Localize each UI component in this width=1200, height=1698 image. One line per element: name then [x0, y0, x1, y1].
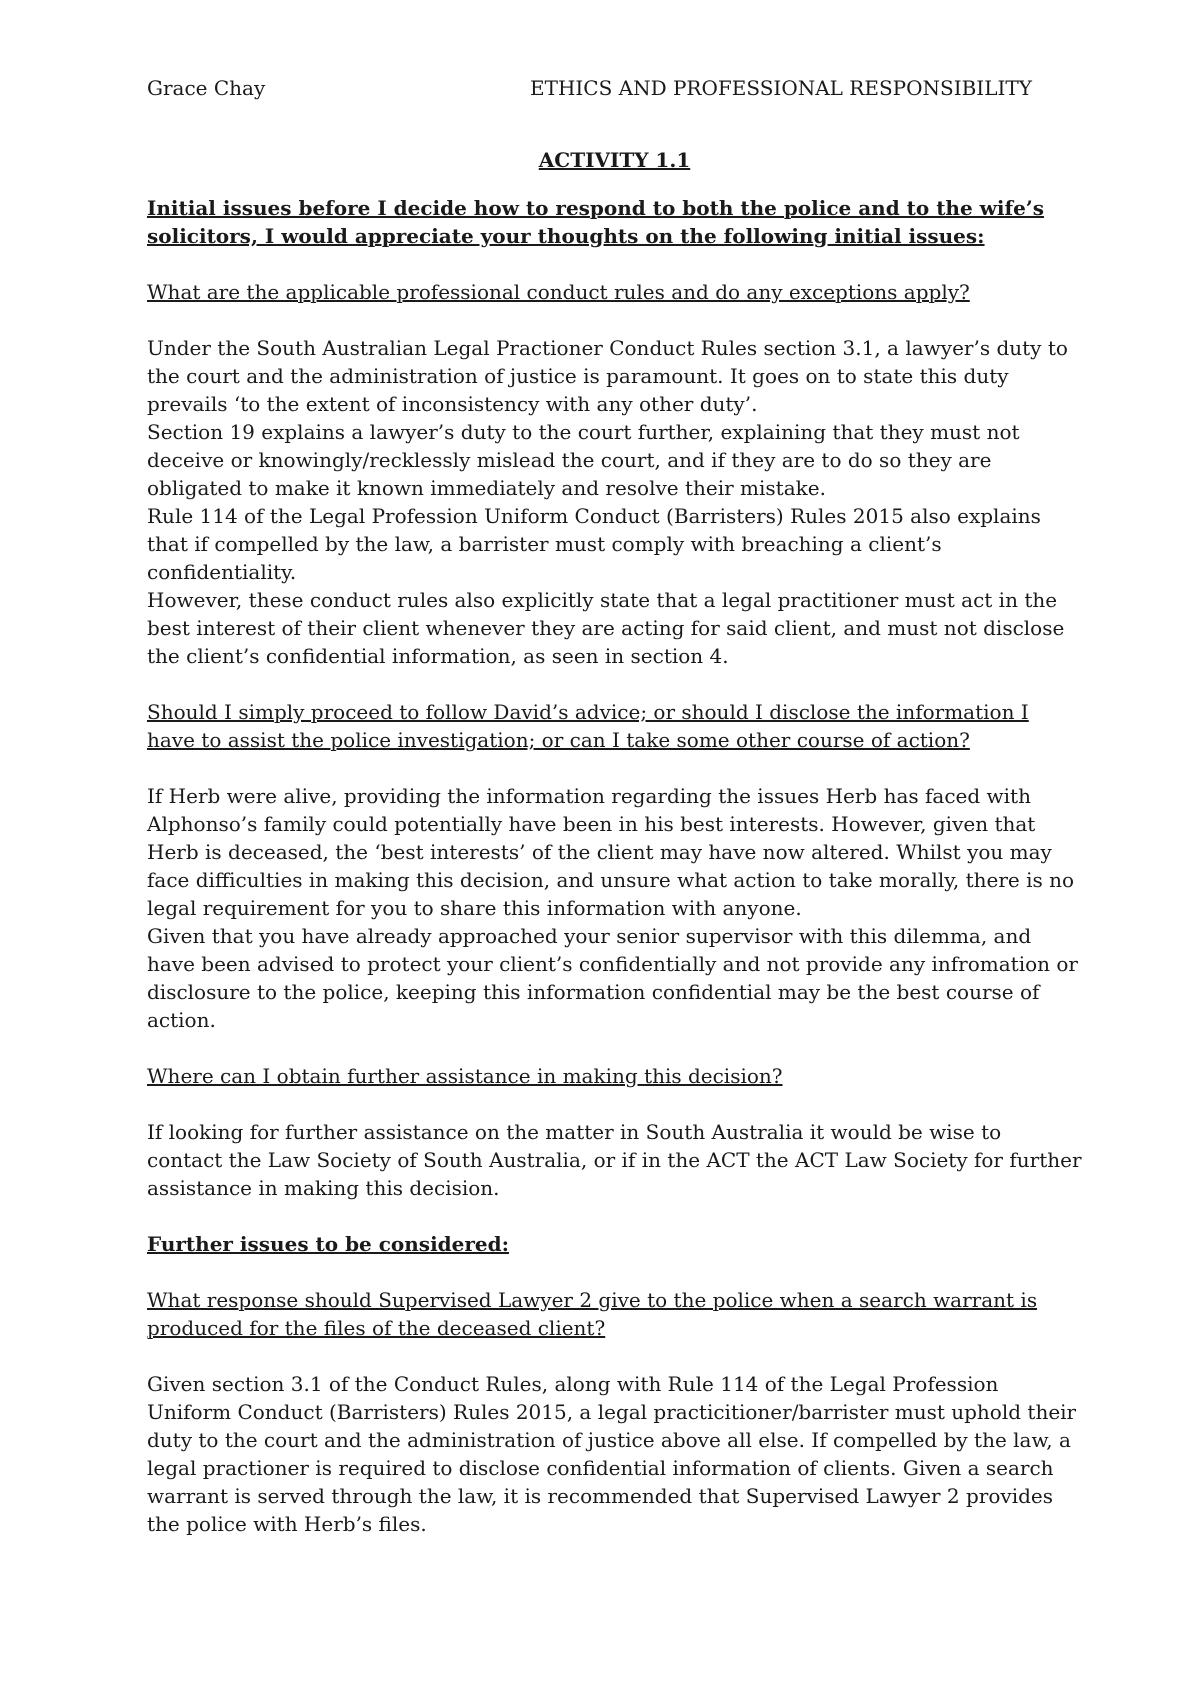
question-2: Should I simply proceed to follow David’s advice; or should I disclose the information I have to assist the police investigation; or can I take some other course of action? [147, 700, 1029, 752]
question-3: Where can I obtain further assistance in making this decision? [147, 1064, 783, 1088]
further-issues-heading: Further issues to be considered: [147, 1232, 510, 1256]
answer-1-paragraph: Section 19 explains a lawyer’s duty to the court further, explaining that they must not deceive or knowingly/recklessly mislead the court, and if they are to do so they are obligated to make it known immediately and resolve their mistake. [147, 420, 1020, 500]
answer-3-paragraph: If looking for further assistance on the matter in South Australia it would be wise to contact the Law Society of South Australia, or if in the ACT the ACT Law Society for further assistance in making this decision. [147, 1120, 1082, 1200]
answer-2-paragraph: Given that you have already approached your senior supervisor with this dilemma, and have been advised to protect your client’s confidentially and not provide any infromation or disclosure to the police, keeping this information confidential may be the best course of action. [147, 924, 1078, 1032]
document-body [147, 146, 1082, 1566]
initial-issues-heading: Initial issues before I decide how to respond to both the police and to the wife’s solicitors, I would appreciate your thoughts on the following initial issues: [147, 196, 1045, 248]
answer-1-paragraph: Under the South Australian Legal Practioner Conduct Rules section 3.1, a lawyer’s duty to the court and the administration of justice is paramount. It goes on to state this duty prevails ‘to the extent of inconsistency with any other duty’. [147, 336, 1068, 416]
answer-1-paragraph: However, these conduct rules also explicitly state that a legal practitioner must act in the best interest of their client whenever they are acting for said client, and must not disclose the client’s confidential information, as seen in section 4. [147, 588, 1065, 668]
header-course: ETHICS AND PROFESSIONAL RESPONSIBILITY [530, 76, 1032, 100]
answer-4 [147, 1370, 1082, 1538]
answer-4-paragraph: Given section 3.1 of the Conduct Rules, along with Rule 114 of the Legal Profession Uniform Conduct (Barristers) Rules 2015, a legal practicitioner/barrister must uphold their duty to the court and the administration of justice above all else. If compelled by the law, a legal practioner is required to disclose confidential information of clients. Given a search warrant is served through the law, it is recommended that Supervised Lawyer 2 provides the police with Herb’s files. [147, 1372, 1077, 1536]
header-author: Grace Chay [147, 76, 266, 100]
answer-2-paragraph: If Herb were alive, providing the information regarding the issues Herb has faced with Alphonso’s family could potentially have been in his best interests. However, given that Herb is deceased, the ‘best interests’ of the client may have now altered. Whilst you may face difficulties in making this decision, and unsure what action to take morally, there is no legal requirement for you to share this information with anyone. [147, 784, 1075, 920]
answer-1-paragraph: Rule 114 of the Legal Profession Uniform Conduct (Barristers) Rules 2015 also explains that if compelled by the law, a barrister must comply with breaching a client’s confidentiality. [147, 504, 1041, 584]
question-1: What are the applicable professional conduct rules and do any exceptions apply? [147, 280, 970, 304]
answer-2 [147, 782, 1082, 1034]
answer-3 [147, 1118, 1082, 1202]
activity-title: ACTIVITY 1.1 [538, 148, 691, 172]
question-4: What response should Supervised Lawyer 2 give to the police when a search warrant is produced for the files of the deceased client? [147, 1288, 1038, 1340]
answer-1 [147, 334, 1082, 670]
